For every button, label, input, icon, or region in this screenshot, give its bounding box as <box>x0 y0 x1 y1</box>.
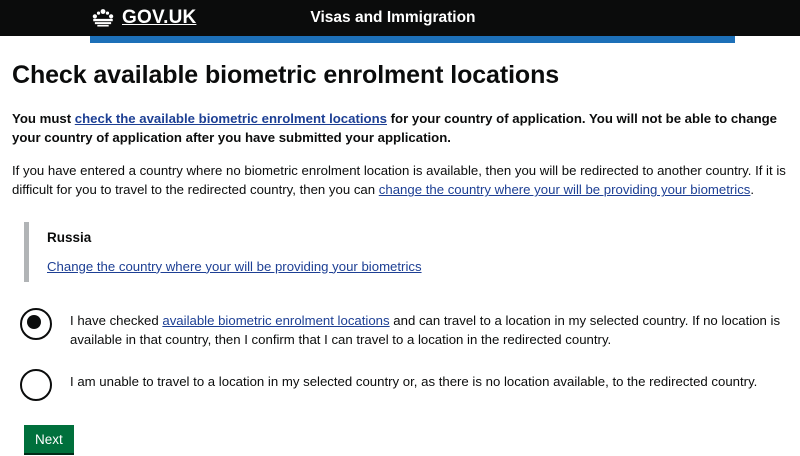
redirect-text-before: If you have entered a country where no biometric enrolment location is available, then you will be redirected to another country. If it is difficult for you to travel to the redirected country, then you can <box>12 163 786 198</box>
page-title: Check available biometric enrolment locations <box>12 61 560 89</box>
lede-text-before: You must <box>12 111 75 126</box>
radio-option-cannot-travel[interactable] <box>20 369 790 401</box>
radio-label-cannot-travel[interactable]: I am unable to travel to a location in my selected country or, as there is no location available, to the redirected country. <box>70 373 758 389</box>
gov-header <box>0 0 800 36</box>
crown-icon <box>90 8 116 28</box>
redirect-text-after: . <box>750 182 755 198</box>
radio-option-can-travel[interactable] <box>20 308 790 349</box>
radio-selected-dot <box>27 315 41 329</box>
lede-paragraph <box>12 109 790 147</box>
next-button[interactable]: Next <box>24 425 74 455</box>
check-locations-link[interactable]: check the available biometric enrolment locations <box>74 111 387 126</box>
radio-label-can-travel[interactable] <box>70 308 790 349</box>
redirect-paragraph <box>12 161 790 199</box>
accent-bar <box>90 36 735 43</box>
button-row <box>24 425 790 455</box>
radio-input-can-travel[interactable] <box>20 308 52 340</box>
govuk-logo-text: GOV.UK <box>122 7 197 28</box>
header-inner <box>0 7 800 29</box>
lede-text-after: for your country of application. You will not be able to change your country of application after you have submitted your application. <box>12 111 778 146</box>
change-biometrics-country-link[interactable]: Change the country where your will be providing your biometrics <box>47 258 422 274</box>
radio-label-text-after: and can travel to a location in my selected country. If no location is available in that country, then I confirm that I can travel to a location in the redirected country. <box>70 312 781 347</box>
govuk-logo-link[interactable] <box>90 7 196 29</box>
available-locations-link[interactable]: available biometric enrolment locations <box>162 312 390 328</box>
inset-country-panel <box>24 222 790 282</box>
change-country-link[interactable]: change the country where your will be providing your biometrics <box>378 182 751 198</box>
radio-label-text-before: I have checked <box>70 312 163 328</box>
main-content <box>0 61 800 455</box>
radio-input-cannot-travel[interactable] <box>20 369 52 401</box>
selected-country: Russia <box>47 229 92 245</box>
radio-group <box>20 308 790 401</box>
service-name: Visas and Immigration <box>310 9 476 26</box>
inset-link-row <box>47 259 790 274</box>
